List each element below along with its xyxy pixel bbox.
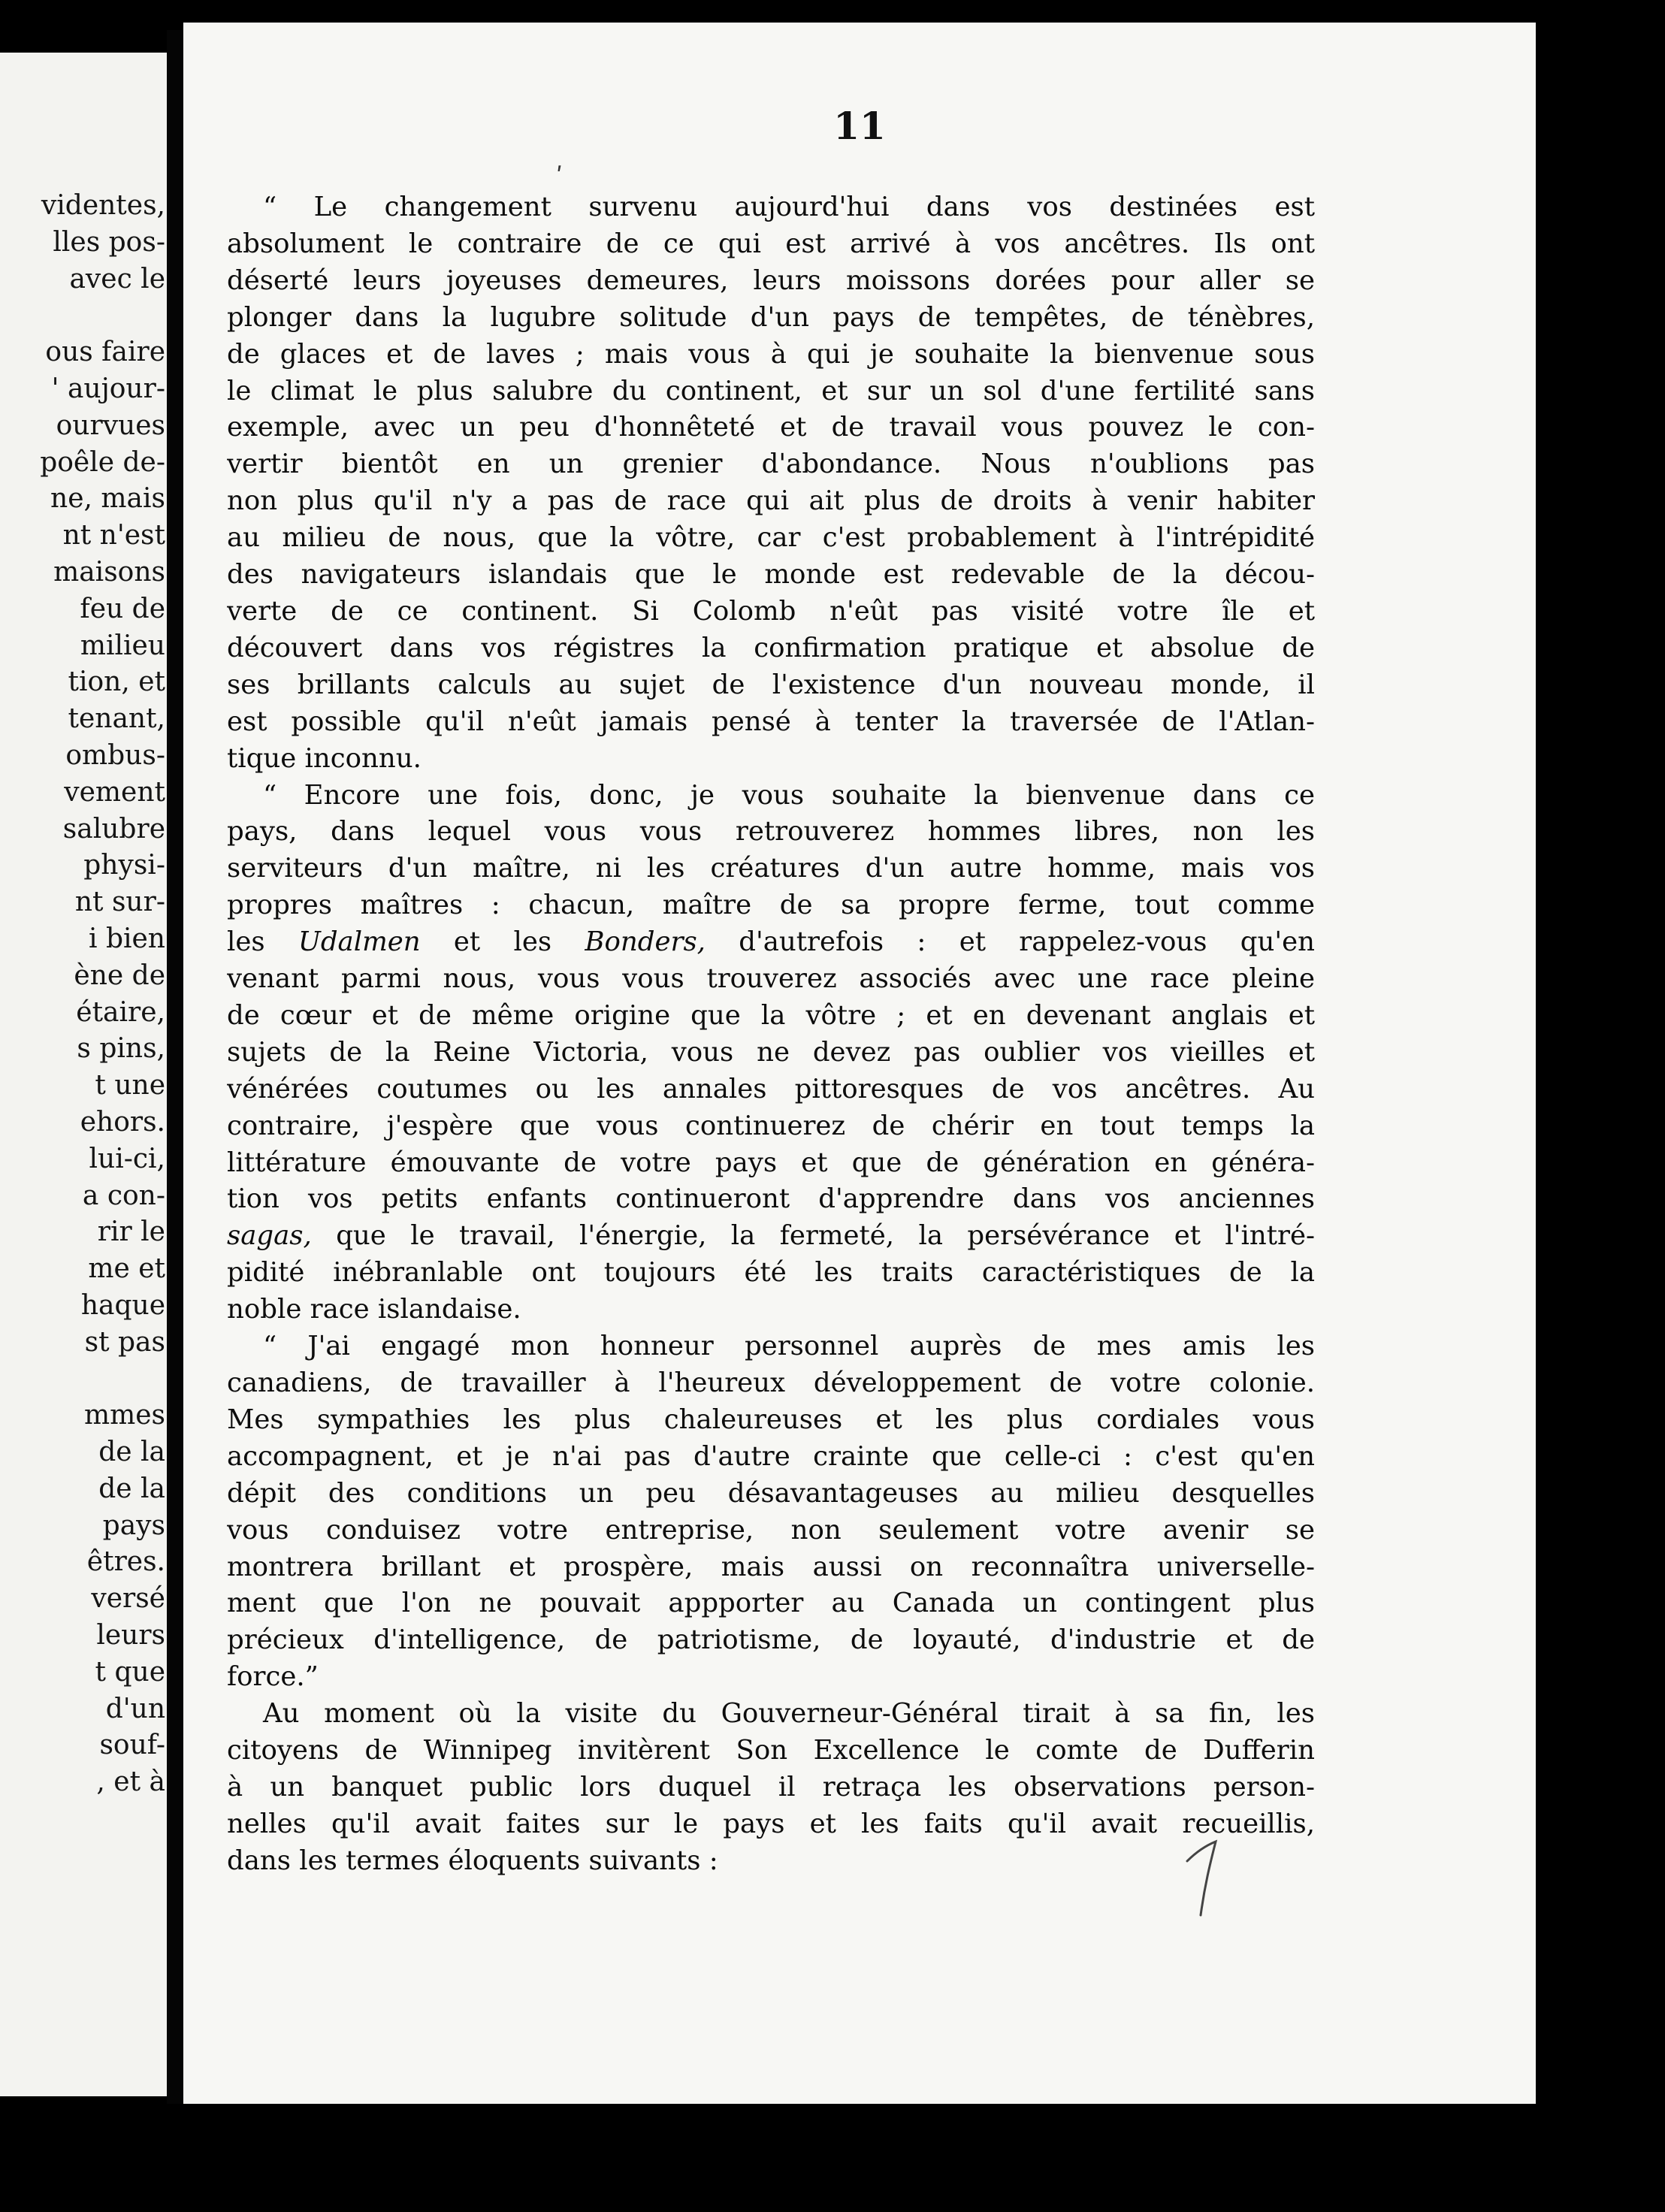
left-page-line: physi- <box>83 850 165 881</box>
left-page-line: t que <box>95 1656 165 1688</box>
text-line: force.” <box>227 1661 319 1693</box>
left-page-line <box>0 298 167 334</box>
text-line: littérature émouvante de votre pays et que de génération en généra- <box>227 1147 1315 1178</box>
left-page-line: feu de <box>80 593 165 624</box>
left-facing-page <box>0 53 167 2096</box>
text-line: citoyens de Winnipeg invitèrent Son Excellence le comte de Dufferin <box>227 1735 1315 1766</box>
text-line: sujets de la Reine Victoria, vous ne devez pas oublier vos vieilles et <box>227 1036 1315 1068</box>
left-page-line: d'un <box>105 1693 165 1724</box>
text-line: tion vos petits enfants continueront d'apprendre dans vos anciennes <box>227 1183 1315 1215</box>
text-line: Au moment où la visite du Gouverneur-Général tirait à sa fin, les <box>263 1698 1315 1730</box>
text-line: le climat le plus salubre du continent, et sur un sol d'une fertilité sans <box>227 375 1315 406</box>
text-line: canadiens, de travailler à l'heureux développement de votre colonie. <box>227 1367 1315 1398</box>
left-page-line: s pins, <box>77 1033 165 1065</box>
left-page-line: leurs <box>96 1620 165 1651</box>
left-page-line: ne, mais <box>50 483 165 515</box>
left-page-line: lles pos- <box>53 226 165 258</box>
left-page-line: nt n'est <box>62 520 165 551</box>
left-page-line: , et à <box>96 1766 165 1798</box>
text-line: dans les termes éloquents suivants : <box>227 1845 718 1876</box>
text-line: accompagnent, et je n'ai pas d'autre crainte que celle-ci : c'est qu'en <box>227 1440 1315 1472</box>
text-line: propres maîtres : chacun, maître de sa propre ferme, tout comme <box>227 890 1315 921</box>
left-page-line: ' aujour- <box>51 373 165 404</box>
left-page-line: i bien <box>88 923 165 954</box>
text-line: exemple, avec un peu d'honnêteté et de travail vous pouvez le con- <box>227 412 1315 443</box>
main-page <box>183 23 1536 2104</box>
left-page-line: tion, et <box>68 666 165 698</box>
text-line: vénérées coutumes ou les annales pittoresques de vos ancêtres. Au <box>227 1073 1315 1104</box>
text-line: vous conduisez votre entreprise, non seulement votre avenir se <box>227 1514 1315 1546</box>
left-page-line: pays <box>102 1509 165 1541</box>
left-page-line: t une <box>95 1070 165 1101</box>
text-line: plonger dans la lugubre solitude d'un pays de tempêtes, de ténèbres, <box>227 301 1315 333</box>
text-line: précieux d'intelligence, de patriotisme, de loyauté, d'industrie et de <box>227 1624 1315 1656</box>
left-page-line: êtres. <box>86 1546 165 1578</box>
text-line: à un banquet public lors duquel il retraça les observations person- <box>227 1771 1315 1803</box>
text-line: de glaces et de laves ; mais vous à qui je souhaite la bienvenue sous <box>227 338 1315 370</box>
left-page-line: souf- <box>99 1730 165 1761</box>
left-page-line: de la <box>98 1437 165 1468</box>
text-line: de cœur et de même origine que la vôtre ; et en devenant anglais et <box>227 999 1315 1031</box>
text-line: est possible qu'il n'eût jamais pensé à tenter la traversée de l'Atlan- <box>227 706 1315 737</box>
text-line: verte de ce continent. Si Colomb n'eût pas visité votre île et <box>227 595 1315 627</box>
left-page-line: milieu <box>80 630 165 661</box>
text-line: non plus qu'il n'y a pas de race qui ait plus de droits à venir habiter <box>227 485 1315 517</box>
text-line: tique inconnu. <box>227 742 422 774</box>
text-line: montrera brillant et prospère, mais aussi on reconnaîtra universelle- <box>227 1551 1315 1582</box>
text-line: pidité inébranlable ont toujours été les traits caractéristiques de la <box>227 1257 1315 1289</box>
handwritten-pencil-mark <box>1183 1837 1228 1920</box>
body-text <box>227 189 1315 1880</box>
left-page-line: a con- <box>82 1180 165 1211</box>
text-line: “ Le changement survenu aujourd'hui dans vos destinées est <box>263 192 1315 222</box>
left-page-line <box>0 1361 167 1398</box>
text-line: dépit des conditions un peu désavantageuses au milieu desquelles <box>227 1477 1315 1509</box>
text-line: vertir bientôt en un grenier d'abondance. Nous n'oublions pas <box>227 449 1315 480</box>
left-page-line: ène de <box>74 959 165 991</box>
stray-ink-mark: ʹ <box>556 162 563 191</box>
left-page-line: lui-ci, <box>89 1143 165 1174</box>
left-page-line: étaire, <box>76 996 165 1028</box>
page-number: 11 <box>833 104 886 148</box>
left-page-line: videntes, <box>41 190 165 221</box>
text-line: ses brillants calculs au sujet de l'existence d'un nouveau monde, il <box>227 669 1315 700</box>
left-page-line: ourvues <box>56 409 165 441</box>
left-page-line: haque <box>80 1289 165 1321</box>
text-line: noble race islandaise. <box>227 1294 521 1325</box>
left-page-line: nt sur- <box>74 887 165 918</box>
text-line: Mes sympathies les plus chaleureuses et les plus cordiales vous <box>227 1404 1315 1435</box>
left-page-line: poêle de- <box>40 446 165 478</box>
left-page-line: vement <box>64 776 165 808</box>
left-page-text <box>0 188 167 1801</box>
left-page-line: me et <box>88 1253 165 1285</box>
left-page-line: versé <box>91 1583 165 1615</box>
text-line: ment que l'on ne pouvait appporter au Canada un contingent plus <box>227 1588 1315 1619</box>
left-page-line: avec le <box>69 263 165 295</box>
text-line: sagas, que le travail, l'énergie, la fermeté, la persévérance et l'intré- <box>227 1220 1315 1252</box>
text-line: des navigateurs islandais que le monde est redevable de la décou- <box>227 559 1315 591</box>
right-margin-dark <box>1536 23 1665 2212</box>
left-page-line: st pas <box>84 1326 165 1358</box>
left-page-line: tenant, <box>68 703 165 735</box>
text-line: absolument le contraire de ce qui est arrivé à vos ancêtres. Ils ont <box>227 228 1315 259</box>
text-line: contraire, j'espère que vous continuerez de chérir en tout temps la <box>227 1110 1315 1141</box>
text-line: serviteurs d'un maître, ni les créatures d'un autre homme, mais vos <box>227 853 1315 884</box>
text-line: pays, dans lequel vous vous retrouverez hommes libres, non les <box>227 816 1315 848</box>
text-line: “ J'ai engagé mon honneur personnel auprès de mes amis les <box>263 1331 1315 1362</box>
left-page-line: salubre <box>62 813 165 845</box>
text-line: venant parmi nous, vous vous trouverez associés avec une race pleine <box>227 963 1315 995</box>
left-page-line: ous faire <box>45 337 165 368</box>
binding-gutter <box>167 30 183 2104</box>
left-page-line: mmes <box>83 1400 165 1431</box>
left-page-line: maisons <box>53 556 165 588</box>
left-page-line: ombus- <box>65 739 165 771</box>
left-page-line: rir le <box>97 1216 165 1248</box>
text-line: nelles qu'il avait faites sur le pays et les faits qu'il avait recueillis, <box>227 1808 1315 1839</box>
text-line: les Udalmen et les Bonders, d'autrefois : et rappelez-vous qu'en <box>227 926 1315 958</box>
text-line: “ Encore une fois, donc, je vous souhaite la bienvenue dans ce <box>263 779 1315 811</box>
left-page-line: de la <box>98 1473 165 1504</box>
text-line: découvert dans vos régistres la confirmation pratique et absolue de <box>227 632 1315 663</box>
left-page-line: ehors. <box>80 1106 165 1138</box>
text-line: déserté leurs joyeuses demeures, leurs moissons dorées pour aller se <box>227 264 1315 296</box>
text-line: au milieu de nous, que la vôtre, car c'est probablement à l'intrépidité <box>227 522 1315 554</box>
